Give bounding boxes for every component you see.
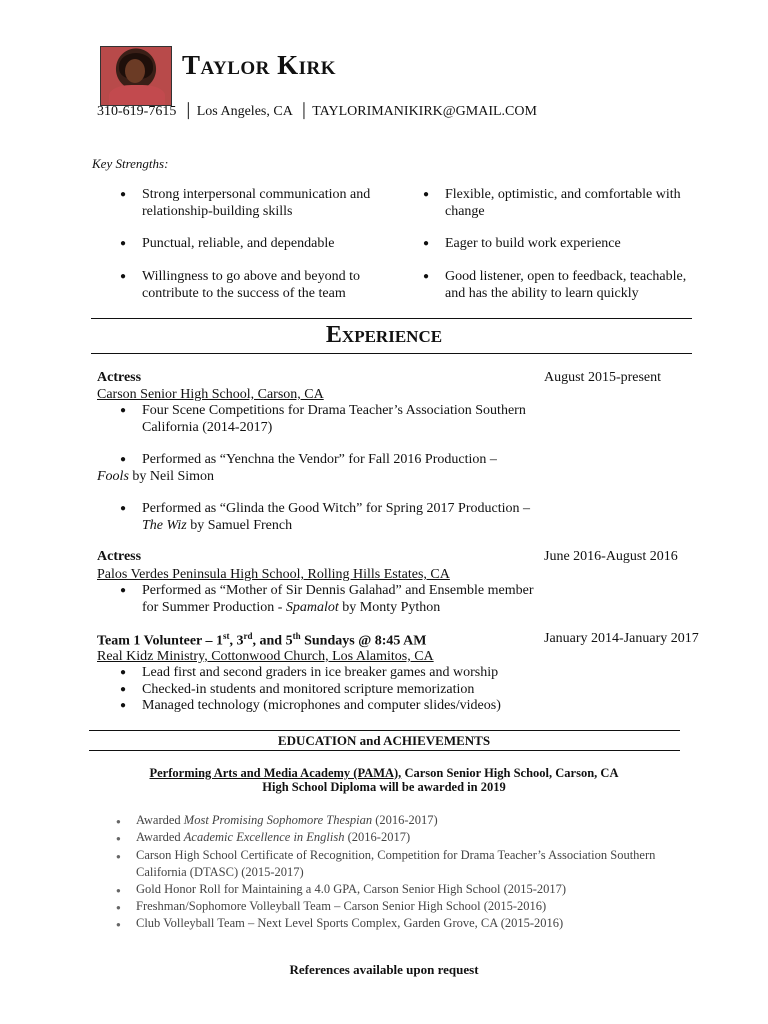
school-line: Performing Arts and Media Academy (PAMA), Carson Senior High School, Carson, CA — [149, 766, 619, 780]
bullet-icon: ● — [120, 667, 127, 678]
job-date: June 2016-August 2016 — [544, 549, 678, 564]
strength-item: ● Willingness to go above and beyond to contribute to the success of the team — [120, 269, 360, 301]
strengths-title: Key Strengths: — [92, 156, 169, 171]
job-date: August 2015-present — [544, 370, 662, 385]
bullet-icon: ● — [120, 503, 127, 514]
bullet-icon: ● — [116, 817, 121, 826]
diploma-line: High School Diploma will be awarded in 2019 — [262, 780, 506, 794]
contact-line: 310-619-7615 │ Los Angeles, CA │ TAYLORIMANIKIRK@GMAIL.COM — [97, 104, 537, 119]
list-item: ● Checked-in students and monitored scripture memorization — [120, 682, 475, 697]
bullet-icon: ● — [116, 834, 121, 843]
strength-item: ● Punctual, reliable, and dependable — [120, 236, 335, 251]
bullet-icon: ● — [120, 189, 127, 200]
bullet-icon: ● — [116, 903, 121, 912]
divider — [91, 353, 692, 354]
achievement-item: ● Awarded Most Promising Sophomore Thespian (2016-2017) — [136, 812, 696, 829]
job-title: Actress — [97, 370, 142, 385]
education-heading: EDUCATION and ACHIEVEMENTS — [277, 733, 491, 748]
candidate-name: Taylor Kirk — [182, 50, 337, 80]
list-item: ● Performed as “Yenchna the Vendor” for Fall 2016 Production – — [120, 452, 497, 467]
bullet-icon: ● — [120, 454, 127, 465]
bullet-icon: ● — [423, 189, 430, 200]
job-org: Real Kidz Ministry, Cottonwood Church, Los Alamitos, CA — [97, 649, 434, 664]
achievement-item: ● Carson High School Certificate of Recognition, Competition for Drama Teacher’s Association Southern California (DTASC) (2015-2017) — [116, 848, 656, 879]
job-org: Carson Senior High School, Carson, CA — [97, 387, 324, 402]
achievement-item: ● Freshman/Sophomore Volleyball Team – Carson Senior High School (2015-2016) — [136, 898, 696, 915]
bullet-icon: ● — [423, 271, 430, 282]
phone: 310-619-7615 — [97, 104, 177, 119]
bullet-icon: ● — [120, 585, 127, 596]
divider — [89, 730, 680, 731]
list-item: ● Performed as “Glinda the Good Witch” for Spring 2017 Production – The Wiz by Samuel French — [120, 501, 530, 533]
list-item: ● Managed technology (microphones and computer slides/videos) — [120, 698, 501, 713]
divider — [91, 318, 692, 319]
email: TAYLORIMANIKIRK@GMAIL.COM — [312, 104, 537, 119]
achievement-item: ● Gold Honor Roll for Maintaining a 4.0 GPA, Carson Senior High School (2015-2017) — [136, 881, 696, 898]
bullet-icon: ● — [120, 238, 127, 249]
job-date: January 2014-January 2017 — [544, 631, 699, 646]
job-title: Actress — [97, 549, 142, 564]
bullet-icon: ● — [120, 684, 127, 695]
achievement-item: ● Club Volleyball Team – Next Level Sports Complex, Garden Grove, CA (2015-2016) — [136, 915, 696, 932]
divider — [89, 750, 680, 751]
list-item-continuation: Fools by Neil Simon — [97, 469, 215, 484]
experience-heading: Experience — [325, 322, 443, 348]
bullet-icon: ● — [116, 920, 121, 929]
bullet-icon: ● — [116, 852, 121, 861]
strength-item: ● Strong interpersonal communication and relationship-building skills — [120, 187, 371, 219]
bullet-icon: ● — [120, 271, 127, 282]
strength-item: ● Eager to build work experience — [423, 236, 621, 251]
bullet-icon: ● — [120, 700, 127, 711]
list-item: ● Four Scene Competitions for Drama Teacher’s Association Southern California (2014-2017) — [120, 403, 526, 435]
strength-item: ● Flexible, optimistic, and comfortable with change — [423, 187, 681, 219]
bullet-icon: ● — [120, 405, 127, 416]
job-title: Team 1 Volunteer – 1st, 3rd, and 5th Sundays @ 8:45 AM — [97, 631, 427, 649]
bullet-icon: ● — [423, 238, 430, 249]
profile-photo — [100, 46, 172, 106]
bullet-icon: ● — [116, 886, 121, 895]
list-item: ● Performed as “Mother of Sir Dennis Galahad” and Ensemble member for Summer Production - Spamalot by Monty Python — [120, 583, 534, 615]
location: Los Angeles, CA — [196, 104, 293, 119]
list-item: ● Lead first and second graders in ice breaker games and worship — [120, 665, 499, 680]
job-org: Palos Verdes Peninsula High School, Rolling Hills Estates, CA — [97, 567, 450, 582]
strength-item: ● Good listener, open to feedback, teachable, and has the ability to learn quickly — [423, 269, 687, 301]
achievement-item: ● Awarded Academic Excellence in English (2016-2017) — [136, 829, 696, 846]
references-note: References available upon request — [289, 962, 479, 977]
